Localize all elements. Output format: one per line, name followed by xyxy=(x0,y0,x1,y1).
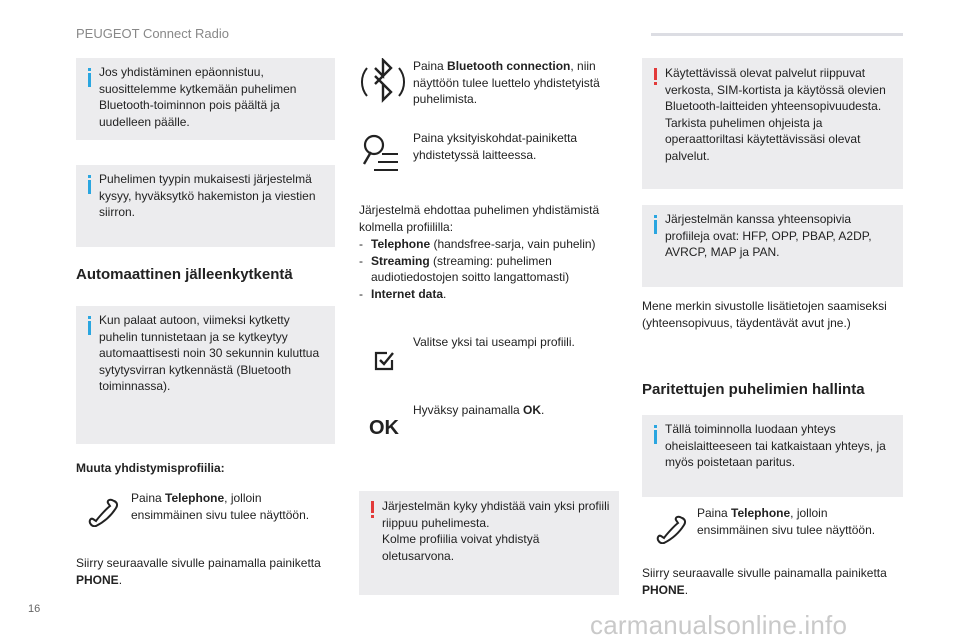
select-instruction: Valitse yksi tai useampi profiili. xyxy=(413,335,575,349)
text-fragment: Paina xyxy=(131,491,166,505)
watermark: carmanualsonline.info xyxy=(590,610,848,640)
phone-handset-icon xyxy=(86,497,122,527)
text-fragment: Hyväksy painamalla xyxy=(413,403,524,417)
text-fragment: , jolloin ensimmäinen sivu tulee näyttöön. xyxy=(697,506,876,537)
list-item xyxy=(359,236,621,253)
bluetooth-icon xyxy=(359,58,407,106)
telephone-label: Telephone xyxy=(165,491,225,505)
ok-icon: OK xyxy=(369,417,399,439)
list-item-text xyxy=(371,236,596,253)
phone-label: PHONE xyxy=(642,582,685,597)
info-icon xyxy=(88,316,91,335)
text-fragment: Siirry seuraavalle sivulle painamalla painiketta xyxy=(76,556,321,570)
warning-text: Järjestelmän kyky yhdistää vain yksi profiili riippuu puhelimesta. Kolme profiilia voivat yhdistyä oletusarvona. xyxy=(382,499,610,563)
telephone-label: Telephone xyxy=(731,506,791,520)
telephone-instruction xyxy=(697,505,902,538)
list-dash: - xyxy=(359,237,363,251)
info-text: Tällä toiminnolla luodaan yhteys oheislaitteeseen tai katkaistaan yhteys, ja myös poistetaan paritus. xyxy=(665,422,886,469)
subheading-change-profile: Muuta yhdistymisprofiilia: xyxy=(76,461,225,475)
info-icon xyxy=(88,68,91,87)
info-text: Kun palaat autoon, viimeksi kytketty puhelin tunnistetaan ja se kytkeytyy automaattisesti noin 30 sekunnin kuluttua sytytysvirran kytkennästä (Bluetooth toiminnassa). xyxy=(99,313,320,393)
list-item-text xyxy=(371,253,621,286)
warning-icon xyxy=(371,501,375,518)
bluetooth-connection-instruction xyxy=(413,58,613,108)
info-text: Puhelimen tyypin mukaisesti järjestelmä kysyy, hyväksytkö hakemiston ja viestien siirron. xyxy=(99,172,316,219)
info-icon xyxy=(88,175,91,194)
text-fragment: . xyxy=(443,286,447,301)
info-text: Jos yhdistäminen epäonnistuu, suosittelemme kytkemään puhelimen Bluetooth-toiminnon pois päältä ja uudelleen päälle. xyxy=(99,65,297,129)
info-box-auto-reconnect xyxy=(76,306,335,444)
section-heading-paired-phones: Paritettujen puhelimien hallinta xyxy=(642,381,865,398)
website-note: Mene merkin sivustolle lisätietojen saamiseksi (yhteensopivuus, täydentävät avut jne.) xyxy=(642,299,887,330)
profiles-intro: Järjestelmä ehdottaa puhelimen yhdistämistä kolmella profiililla: xyxy=(359,203,600,234)
list-item xyxy=(359,286,621,303)
phone-handset-icon xyxy=(654,514,690,544)
header-bar xyxy=(651,33,903,36)
text-fragment: . xyxy=(541,403,545,417)
running-header: PEUGEOT Connect Radio xyxy=(76,26,229,41)
checkbox-icon xyxy=(373,350,395,372)
warning-text: Käytettävissä olevat palvelut riippuvat verkosta, SIM-kortista ja käytössä olevien Bluetooth-laitteiden yhteensopivuudesta. Tarkista puhelimen ohjeista ja operaattoriltasi käytettävissäsi olevat palvelut. xyxy=(665,66,886,163)
info-text: Järjestelmän kanssa yhteensopivia profiileja ovat: HFP, OPP, PBAP, A2DP, AVRCP, MAP ja PAN. xyxy=(665,212,872,259)
profile-name: Telephone xyxy=(371,237,431,251)
details-instruction: Paina yksityiskohdat-painiketta yhdistetyssä laitteessa. xyxy=(413,131,578,162)
text-fragment: . xyxy=(684,582,689,597)
text-fragment: , niin näyttöön tulee luettelo yhdistetyistä puhelimista. xyxy=(413,59,600,106)
section-heading-auto-reconnect: Automaattinen jälleenkytkentä xyxy=(76,266,293,283)
info-box-connection-failed xyxy=(76,58,335,140)
bluetooth-connection-label: Bluetooth connection xyxy=(447,59,571,73)
text-fragment: (handsfree-sarja, vain puhelin) xyxy=(430,237,596,251)
list-dash: - xyxy=(359,253,363,268)
telephone-instruction xyxy=(131,490,331,523)
next-page-instruction xyxy=(76,555,341,588)
details-icon xyxy=(360,132,404,176)
profiles-list xyxy=(359,236,621,302)
list-dash: - xyxy=(359,286,363,301)
text-fragment: , jolloin ensimmäinen sivu tulee näyttöön. xyxy=(131,491,310,522)
text-fragment: (streaming: puhelimen audiotiedostojen soitto langattomasti) xyxy=(371,253,570,284)
warning-icon xyxy=(654,68,658,85)
text-fragment: Siirry seuraavalle sivulle painamalla painiketta xyxy=(642,566,887,580)
info-icon xyxy=(654,215,657,234)
text-fragment: Paina xyxy=(697,506,732,520)
warning-box-profiles xyxy=(359,491,619,595)
info-box-transfer xyxy=(76,165,335,247)
phone-label: PHONE xyxy=(76,572,119,587)
next-page-instruction xyxy=(642,565,904,598)
info-icon xyxy=(654,425,657,444)
accept-instruction xyxy=(413,402,613,419)
profile-name: Streaming xyxy=(371,253,430,268)
info-box-compatible-profiles xyxy=(642,205,903,287)
text-fragment: Paina xyxy=(413,59,448,73)
list-item-text xyxy=(371,286,446,303)
ok-label: OK xyxy=(523,403,542,417)
info-box-paired-phones xyxy=(642,415,903,497)
profile-name: Internet data xyxy=(371,286,444,301)
warning-box-services xyxy=(642,58,903,189)
text-fragment: . xyxy=(118,572,123,587)
page-number: 16 xyxy=(28,603,41,615)
list-item xyxy=(359,253,621,286)
